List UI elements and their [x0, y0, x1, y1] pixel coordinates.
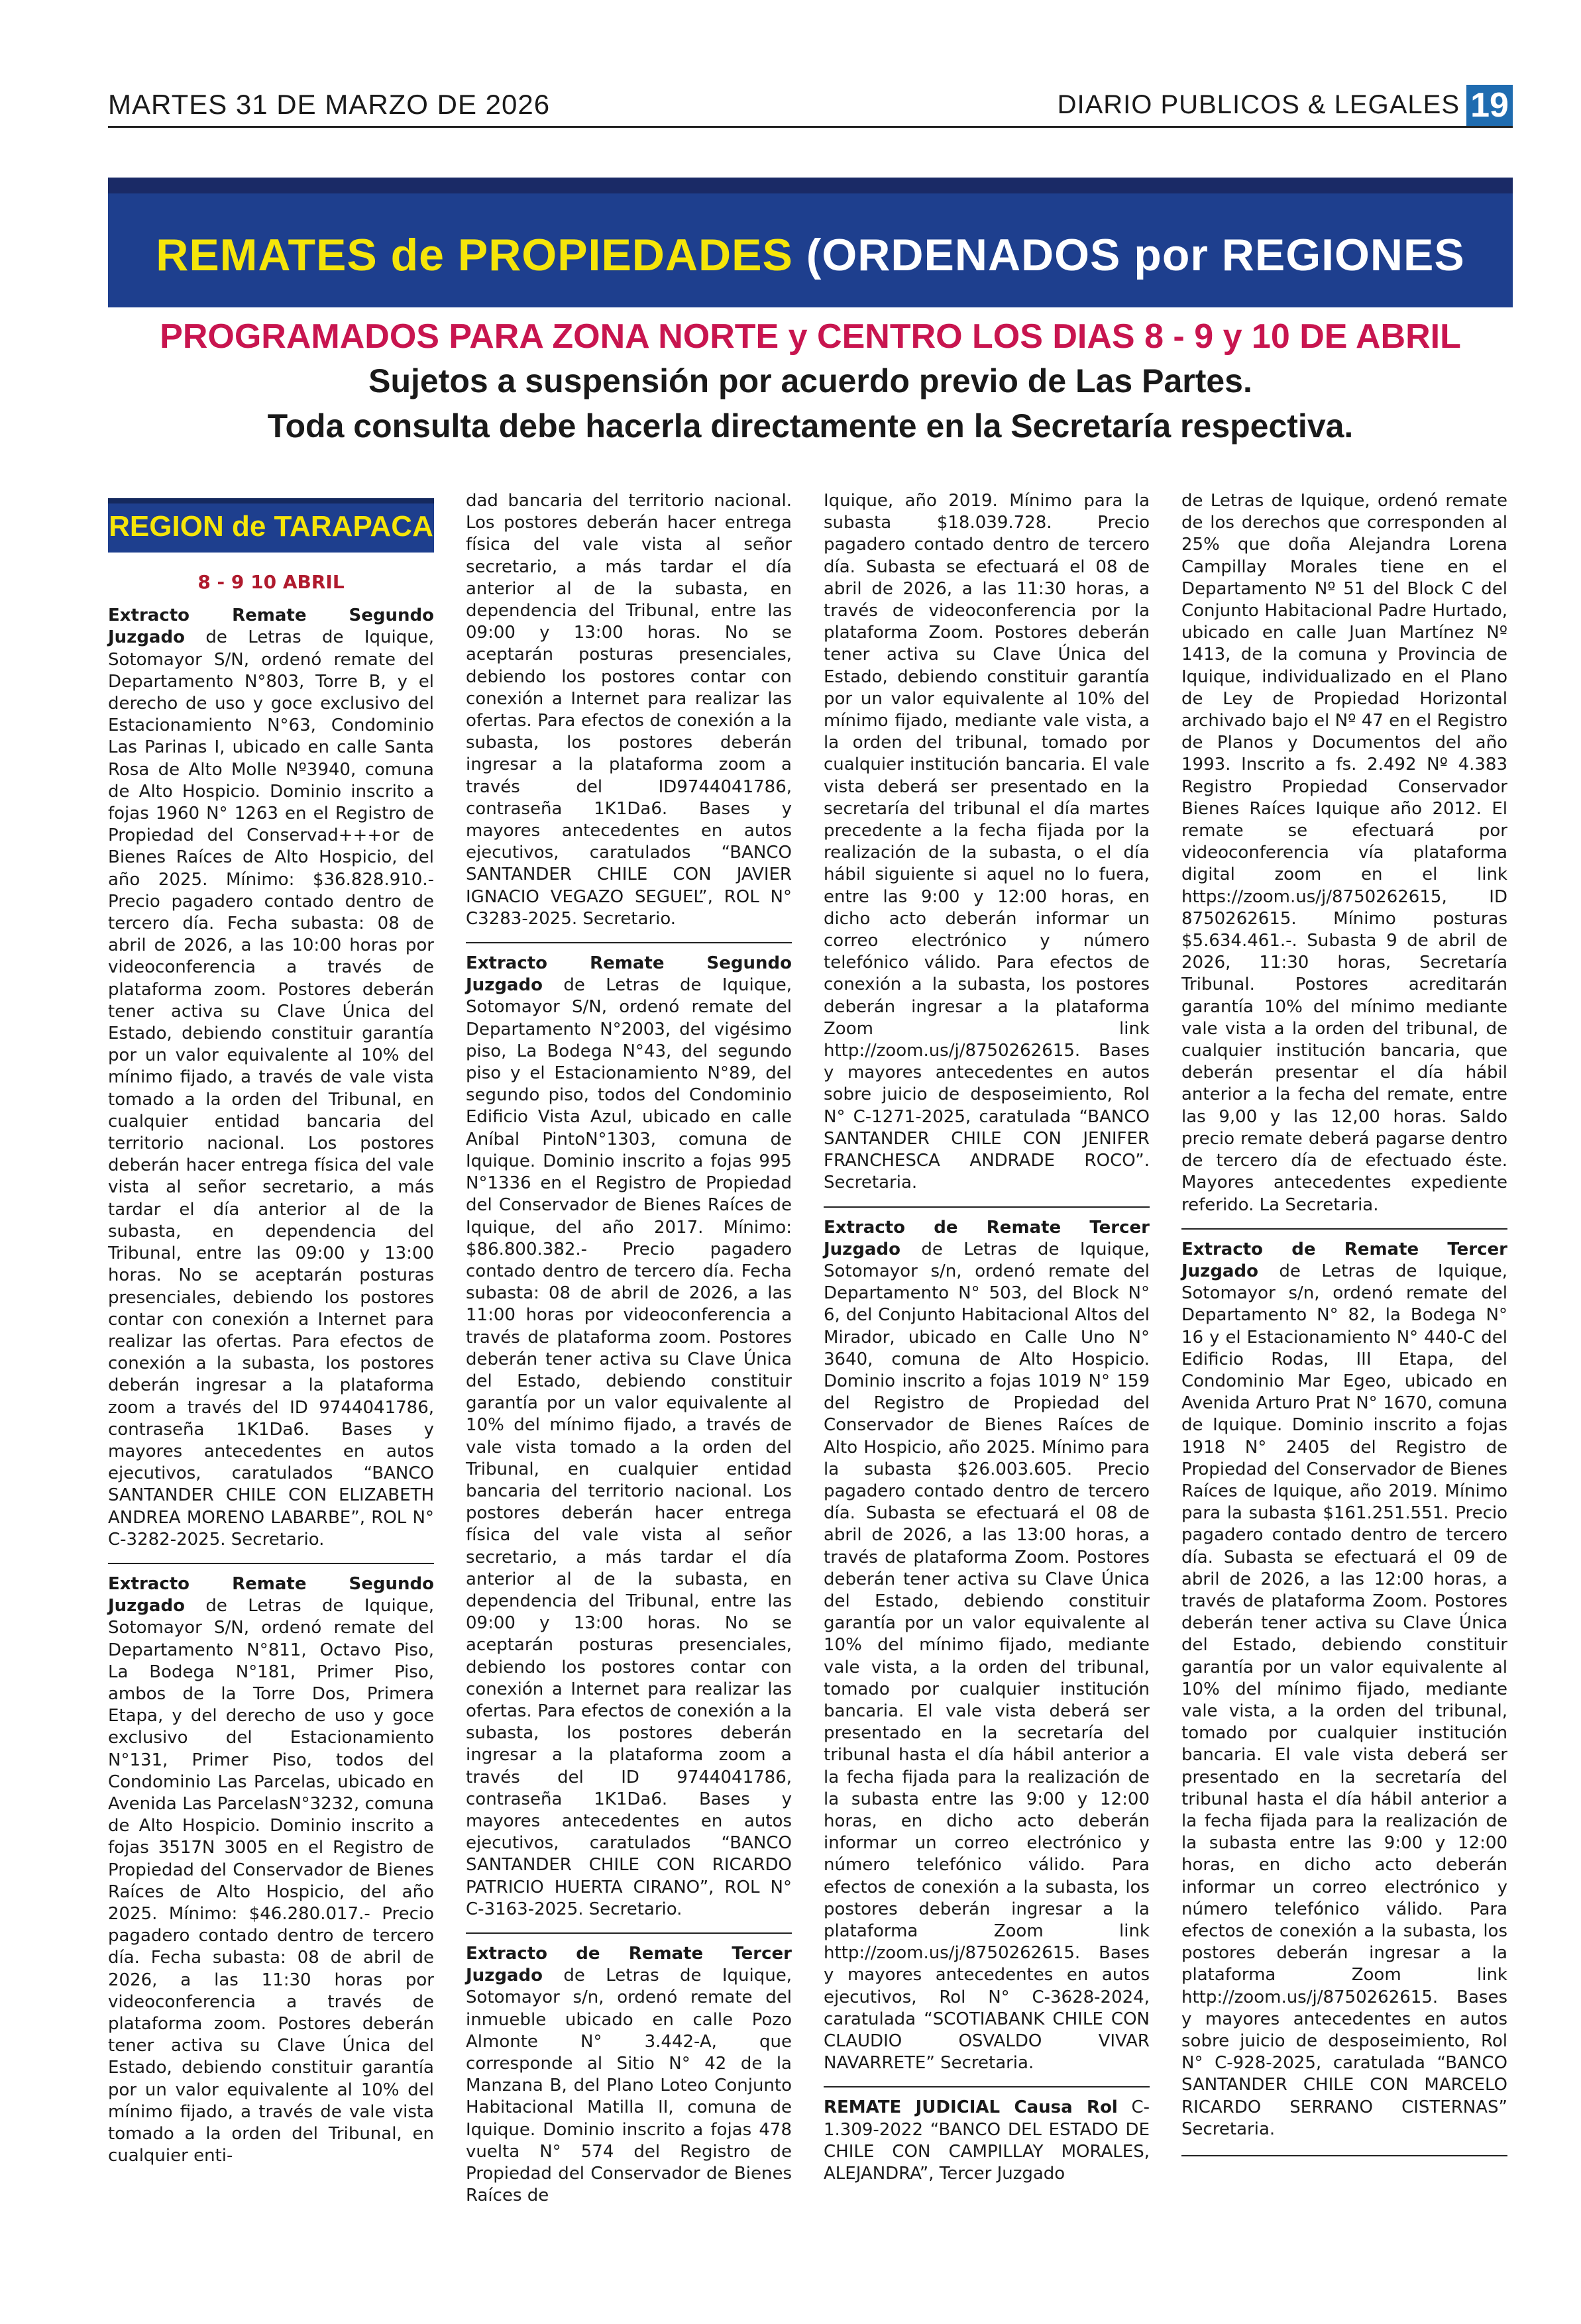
section-banner — [108, 178, 1513, 307]
auction-notice — [824, 1217, 1150, 2075]
banner-title-rest: (ORDENADOS por REGIONES — [792, 230, 1465, 280]
page-header — [108, 85, 1513, 128]
notice-divider — [1181, 1228, 1507, 1230]
notice-divider — [824, 2086, 1150, 2087]
auction-notice — [824, 2097, 1150, 2185]
notice-body: de Letras de Iquique, Sotomayor S/N, ordenó remate del Departamento N°2003, del vigésimo piso, La Bodega N°43, del segundo piso y el Estacionamiento N°89, del segundo piso, todos del Condominio Edificio Vista Azul, ubicado en calle Aníbal PintoN°1303, comuna de Iquique. Dominio inscrito a fojas 995 N°1336 en el Registro de Propiedad del Conservador de Bienes Raíces de Iquique, del año 2017. Mínimo: $86.800.382.- Precio pagadero contado dentro de tercero día. Fecha subasta: 08 de abril de 2026, a las 11:00 horas por videoconferencia a través de plataforma zoom. Postores deberán tener activa su Clave Única del Estado, debiendo constituir garantía por un valor equivalente al 10% del mínimo fijado, a través de vale vista tomado a la orden del Tribunal, en cualquier entidad bancaria del territorio nacional. Los postores deberán hacer entrega física del vale vista al señor secretario, a más tardar el día anterior al de la subasta, en dependencia del Tribunal, entre las 09:00 y 13:00 horas. No se aceptarán posturas presenciales, debiendo los postores contar con conexión a Internet para realizar las ofertas. Para efectos de conexión a la subasta, los postores deberán ingresar a la plataforma zoom a través del ID 9744041786, contraseña 1K1Da6. Bases y mayores antecedentes en autos ejecutivos, caratulados “BANCO SANTANDER CHILE CON RICARDO PATRICIO HUERTA CIRANO”, ROL N° C-3163-2025. Secretario. — [466, 975, 792, 1919]
notice-lead: Extracto de Remate Tercer Juzgado — [1181, 1239, 1507, 1281]
auction-notice — [108, 605, 434, 1551]
notice-body: de Letras de Iquique, Sotomayor s/n, ordenó remate del Departamento N° 82, la Bodega N° 16 y el Estacionamiento N° 440-C del Edificio Rodas, III Etapa, del Condominio Mar Egeo, ubicado en Avenida Arturo Prat N° 1670, comuna de Iquique. Dominio inscrito a fojas 1918 N° 2405 del Registro de Propiedad del Conservador de Bienes Raíces de Iquique, año 2019. Mínimo para la subasta $161.251.551. Precio pagadero contado dentro de tercero día. Subasta se efectuará el 09 de abril de 2026, a las 12:00 horas, a través de plataforma Zoom. Postores deberán tener activa su Clave Única del Estado, debiendo constituir garantía por un valor equivalente al 10% del mínimo fijado, mediante vale vista, a la orden del tribunal, tomado por cualquier institución bancaria. El vale vista deberá ser presentado en la secretaría del tribunal hasta el día hábil anterior a la fecha fijada para la realización de la subasta entre las 9:00 y 12:00 horas, en dicho acto deberán informar un correo electrónico y número telefónico válido. Para efectos de conexión a la subasta, los postores deberán ingresar a la plataforma Zoom link http://zoom.us/j/8750262615. Bases y mayores antecedentes en autos sobre juicio de desposeimiento, Rol N° C-928-2025, caratulada “BANCO SANTANDER CHILE CON MARCELO RICARDO SERRANO CISTERNAS” Secretaria. — [1181, 1261, 1507, 2139]
region-header: REGION de TARAPACA — [108, 498, 434, 553]
auction-notice — [466, 490, 792, 930]
notice-lead: Extracto de Remate Tercer Juzgado — [466, 1944, 792, 1986]
notice-body: de Letras de Iquique, Sotomayor S/N, ordenó remate del Departamento N°811, Octavo Piso, La Bodega N°181, Primer Piso, ambos de la Torre Dos, Primera Etapa, y del derecho de uso y goce exclusivo del Estacionamiento N°131, Primer Piso, todos del Condominio Las Parcelas, ubicado en Avenida Las ParcelasN°3232, comuna de Alto Hospicio. Dominio inscrito a fojas 3517N 3005 en el Registro de Propiedad del Conservador de Bienes Raíces de Alto Hospicio, del año 2025. Mínimo: $46.280.017.- Precio pagadero contado dentro de tercero día. Fecha subasta: 08 de abril de 2026, a las 11:30 horas por videoconferencia a través de plataforma zoom. Postores deberán tener activa su Clave Única del Estado, debiendo constituir garantía por un valor equivalente al 10% del mínimo fijado, a través de vale vista tomado a la orden del Tribunal, en cualquier enti- — [108, 1596, 434, 2166]
auction-notice — [824, 490, 1150, 1194]
notice-divider — [824, 1206, 1150, 1208]
notice-body: de Letras de Iquique, ordenó remate de los derechos que corresponden al 25% que doña Alejandra Lorena Campillay Morales tiene en el Departamento Nº 51 del Block C del Conjunto Habitacional Padre Hurtado, ubicado en calle Juan Martínez Nº 1413, de la comuna y Provincia de Iquique, individualizado en el Plano de Ley de Propiedad Horizontal archivado bajo el Nº 47 en el Registro de Planos y Documentos del año 1993. Inscrito a fs. 2.492 Nº 4.383 Registro Propiedad Conservador Bienes Raíces Iquique año 2012. El remate se efectuará por videoconferencia vía plataforma digital zoom en el link https://zoom.us/j/8750262615, ID 8750262615. Mínimo posturas $5.634.461.-. Subasta 9 de abril de 2026, 11:30 horas, Secretaría Tribunal. Postores acreditarán garantía 10% del mínimo mediante vale vista a la orden del tribunal, de cualquier institución bancaria, que deberán presentar el día hábil anterior a la fecha del remate, entre las 9,00 y las 12,00 horas. Saldo precio remate deberá pagarse dentro de tercero día de efectuado éste. Mayores antecedentes expediente referido. La Secretaria. — [1181, 491, 1507, 1215]
notice-lead: REMATE JUDICIAL Causa Rol — [824, 2097, 1118, 2118]
consult-subtitle: Toda consulta debe hacerla directamente en la Secretaría respectiva. — [267, 407, 1354, 445]
notice-body: de Letras de Iquique, Sotomayor s/n, ordenó remate del inmueble ubicado en calle Pozo Almonte N° 3.442-A, que corresponde al Sitio N° 42 de la Manzana B, del Plano Loteo Conjunto Habitacional Matilla II, comuna de Iquique. Dominio inscrito a fojas 478 vuelta N° 574 del Registro de Propiedad del Conservador de Bienes Raíces de — [466, 1966, 792, 2206]
auction-notice — [466, 1943, 792, 2207]
column-4 — [1181, 490, 1507, 2166]
notice-body: de Letras de Iquique, Sotomayor s/n, ordenó remate del Departamento N° 503, del Block N° 6, del Conjunto Habitacional Altos del Mirador, ubicado en Calle Uno N° 3640, comuna de Alto Hospicio. Dominio inscrito a fojas 1019 N° 159 del Registro de Propiedad del Conservador de Bienes Raíces de Alto Hospicio, año 2025. Mínimo para la subasta $26.003.605. Precio pagadero contado dentro de tercero día. Subasta se efectuará el 08 de abril de 2026, a las 13:00 horas, a través de plataforma Zoom. Postores deberán tener activa su Clave Única del Estado, debiendo constituir garantía por un valor equivalente al 10% del mínimo fijado, mediante vale vista, a la orden del tribunal, tomado por cualquier institución bancaria. El vale vista deberá ser presentado en la secretaría del tribunal hasta el día hábil anterior a la fecha fijada para la realización de la subasta entre las 9:00 y 12:00 horas, en dicho acto deberán informar un correo electrónico y número telefónico válido. Para efectos de conexión a la subasta, los postores deberán ingresar a la plataforma Zoom link http://zoom.us/j/8750262615. Bases y mayores antecedentes en autos ejecutivos, Rol N° C-3628-2024, caratulada “SCOTIABANK CHILE CON CLAUDIO OSVALDO VIVAR NAVARRETE” Secretaria. — [824, 1239, 1150, 2074]
auction-notice — [108, 1573, 434, 2167]
schedule-subtitle: PROGRAMADOS PARA ZONA NORTE y CENTRO LOS DIAS 8 - 9 y 10 DE ABRIL — [160, 317, 1461, 356]
notice-lead: Extracto Remate Segundo Juzgado — [108, 1573, 434, 1616]
notice-divider — [108, 1563, 434, 1564]
banner-title — [108, 229, 1513, 281]
auction-notice — [1181, 1239, 1507, 2140]
notice-body: C-1.309-2022 “BANCO DEL ESTADO DE CHILE CON CAMPILLAY MORALES, ALEJANDRA”, Tercer Juzgado — [824, 2097, 1150, 2184]
auction-notice — [466, 953, 792, 1921]
notice-divider — [466, 1932, 792, 1934]
notice-lead: Extracto Remate Segundo Juzgado — [466, 953, 792, 996]
column-1 — [108, 490, 434, 2167]
notice-body: Iquique, año 2019. Mínimo para la subasta $18.039.728. Precio pagadero contado dentro de tercero día. Subasta se efectuará el 08 de abril de 2026, a las 11:30 horas, a través de videoconferencia por la plataforma Zoom. Postores deberán tener activa su Clave Única del Estado, debiendo constituir garantía por un valor equivalente al 10% del mínimo fijado, mediante vale vista, a la orden del tribunal, tomado por cualquier institución bancaria. El vale vista deberá ser presentado en la secretaría del tribunal el día martes precedente a la fecha fijada por la realización de la subasta, o el día hábil siguiente si aquel no lo fuera, entre las 9:00 y 12:00 horas, en dicho acto deberán informar un correo electrónico y número telefónico válido. Para efectos de conexión a la subasta, los postores deberán ingresar a la plataforma Zoom link http://zoom.us/j/8750262615. Bases y mayores antecedentes en autos sobre juicio de desposeimiento, Rol N° C-1271-2025, caratulada “BANCO SANTANDER CHILE CON JENIFER FRANCHESCA ANDRADE ROCO”. Secretaria. — [824, 491, 1150, 1193]
column-3 — [824, 490, 1150, 2185]
notice-divider — [1181, 2155, 1507, 2156]
column-2 — [466, 490, 792, 2207]
page-number-badge: 19 — [1466, 85, 1513, 126]
notice-body: dad bancaria del territorio nacional. Los postores deberán hacer entrega física del vale vista al señor secretario, a más tardar el día anterior al de la subasta, en dependencia del Tribunal, entre las 09:00 y 13:00 horas. No se aceptarán posturas presenciales, debiendo los postores contar con conexión a Internet para realizar las ofertas. Para efectos de conexión a la subasta, los postores deberán ingresar a la plataforma zoom a través del ID9744041786, contraseña 1K1Da6. Bases y mayores antecedentes en autos ejecutivos, caratulados “BANCO SANTANDER CHILE CON JAVIER IGNACIO VEGAZO SEGUEL”, ROL N° C3283-2025. Secretario. — [466, 491, 792, 929]
auction-notice — [1181, 490, 1507, 1216]
banner-title-highlight: REMATES de PROPIEDADES — [156, 230, 793, 280]
notice-divider — [466, 942, 792, 943]
notice-body: de Letras de Iquique, Sotomayor S/N, ordenó remate del Departamento N°803, Torre B, y el derecho de uso y goce exclusivo del Estacionamiento N°63, Condominio Las Parinas I, ubicado en calle Santa Rosa de Alto Molle Nº3940, comuna de Alto Hospicio. Dominio inscrito a fojas 1960 N° 1263 en el Registro de Propiedad del Conservad+++or de Bienes Raíces de Alto Hospicio, del año 2025. Mínimo: $36.828.910.-Precio pagadero contado dentro de tercero día. Fecha subasta: 08 de abril de 2026, a las 10:00 horas por videoconferencia a través de plataforma zoom. Postores deberán tener activa su Clave Única del Estado, debiendo constituir garantía por un valor equivalente al 10% del mínimo fijado, a través de vale vista tomado a la orden del Tribunal, en cualquier entidad bancaria del territorio nacional. Los postores deberán hacer entrega física del vale vista al señor secretario, a más tardar el día anterior al de la subasta, en dependencia del Tribunal, entre las 09:00 y 13:00 horas. No se aceptarán posturas presenciales, debiendo los postores contar con conexión a Internet para realizar las ofertas. Para efectos de conexión a la subasta, los postores deberán ingresar a la plataforma zoom a través del ID 9744041786, contraseña 1K1Da6. Bases y mayores antecedentes en autos ejecutivos, caratulados “BANCO SANTANDER CHILE CON ELIZABETH ANDREA MORENO LABARBE”, ROL N° C-3282-2025. Secretario. — [108, 627, 434, 1550]
publication-name: DIARIO PUBLICOS & LEGALES — [1057, 90, 1460, 119]
issue-date: MARTES 31 DE MARZO DE 2026 — [108, 89, 551, 120]
notice-lead: Extracto Remate Segundo Juzgado — [108, 606, 434, 648]
notice-subtitle: Sujetos a suspensión por acuerdo previo de Las Partes. — [368, 362, 1252, 399]
notice-lead: Extracto de Remate Tercer Juzgado — [824, 1217, 1150, 1259]
auction-dates: 8 - 9 10 ABRIL — [197, 571, 345, 593]
